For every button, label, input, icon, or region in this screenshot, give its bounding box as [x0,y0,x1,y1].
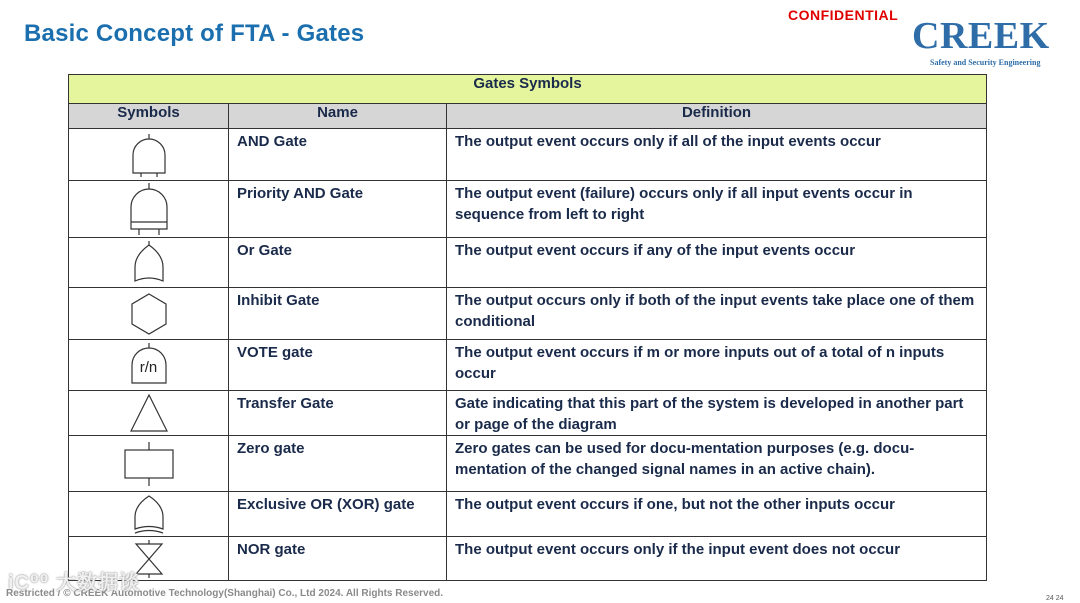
transfer-gate-icon [129,393,169,433]
column-header-symbols: Symbols [69,104,229,129]
watermark: iC⁰⁰ 大数据谈 [8,572,141,594]
table-row [69,288,987,340]
vote-gate-label: r/n [139,359,158,376]
gate-name: Zero gate [237,440,305,457]
symbol-cell [69,436,229,492]
page-number: 24 24 [1046,595,1064,602]
gate-definition-cell [447,340,987,391]
gate-definition: Zero gates can be used for docu-mentation purposes (e.g. docu-mentation of the changed signal names in an active chain). [455,440,915,478]
table-row [69,129,987,181]
gate-name: Exclusive OR (XOR) gate [237,496,415,513]
gate-definition-cell [447,129,987,181]
gate-name-cell [229,436,447,492]
gate-definition-cell [447,537,987,581]
gate-definition: The output event occurs only if all of the input events occur [455,133,881,150]
symbol-cell [69,492,229,537]
gate-definition: Gate indicating that this part of the system is developed in another part or page of the diagram [455,395,964,433]
gate-name-cell [229,492,447,537]
zero-gate-icon [123,442,175,486]
or-gate-icon [131,241,167,285]
gate-name-cell [229,238,447,288]
column-header-definition: Definition [447,104,987,129]
gate-name: Transfer Gate [237,395,334,412]
gates-symbols-table [68,74,987,581]
gate-name-cell [229,181,447,238]
table-row [69,537,987,581]
logo-wordmark: CREEK [912,15,1050,57]
page-title: Basic Concept of FTA - Gates [24,20,365,47]
gate-definition: The output event occurs if any of the input events occur [455,242,856,259]
table-row [69,436,987,492]
symbol-cell [69,340,229,391]
and-gate-icon [129,133,169,177]
gate-definition-cell [447,492,987,537]
table-caption: Gates Symbols [69,75,987,104]
gate-name-cell [229,340,447,391]
logo-tagline: Safety and Security Engineering [930,58,1041,67]
gate-name: NOR gate [237,541,306,558]
gate-name-cell [229,537,447,581]
gate-name-cell [229,288,447,340]
gate-definition-cell [447,181,987,238]
symbol-cell [69,181,229,238]
xor-gate-icon [131,493,167,535]
table-row [69,492,987,537]
gate-definition: The output occurs only if both of the input events take place one of them conditional [455,292,975,330]
inhibit-gate-icon [129,292,169,336]
confidential-label: CONFIDENTIAL [788,7,899,23]
gate-definition-cell [447,288,987,340]
table-row [69,340,987,391]
symbol-cell [69,238,229,288]
gate-name: VOTE gate [237,344,313,361]
priority-and-gate-icon [127,183,171,235]
column-header-name: Name [229,104,447,129]
creek-logo [912,16,1062,67]
gate-definition-cell [447,436,987,492]
gate-definition-cell [447,391,987,436]
table-row [69,238,987,288]
gate-name: AND Gate [237,133,308,150]
table-row [69,181,987,238]
symbol-cell [69,129,229,181]
table-row [69,391,987,436]
gate-definition: The output event occurs if one, but not the other inputs occur [455,496,896,513]
gate-name-cell [229,391,447,436]
vote-gate-symbol [129,343,169,387]
gate-name: Inhibit Gate [237,292,320,309]
footer-copyright: Restricted / © CREEK Automotive Technology(Shanghai) Co., Ltd 2024. All Rights Reserved. [6,588,444,599]
gate-name-cell [229,129,447,181]
symbol-cell [69,391,229,436]
symbol-cell [69,288,229,340]
gate-definition-cell [447,238,987,288]
gate-name: Or Gate [237,242,293,259]
gate-definition: The output event (failure) occurs only if all input events occur in sequence from left to right [455,185,913,223]
gate-definition: The output event occurs if m or more inputs out of a total of n inputs occur [455,344,945,382]
gate-name: Priority AND Gate [237,185,364,202]
gate-definition: The output event occurs only if the input event does not occur [455,541,901,558]
